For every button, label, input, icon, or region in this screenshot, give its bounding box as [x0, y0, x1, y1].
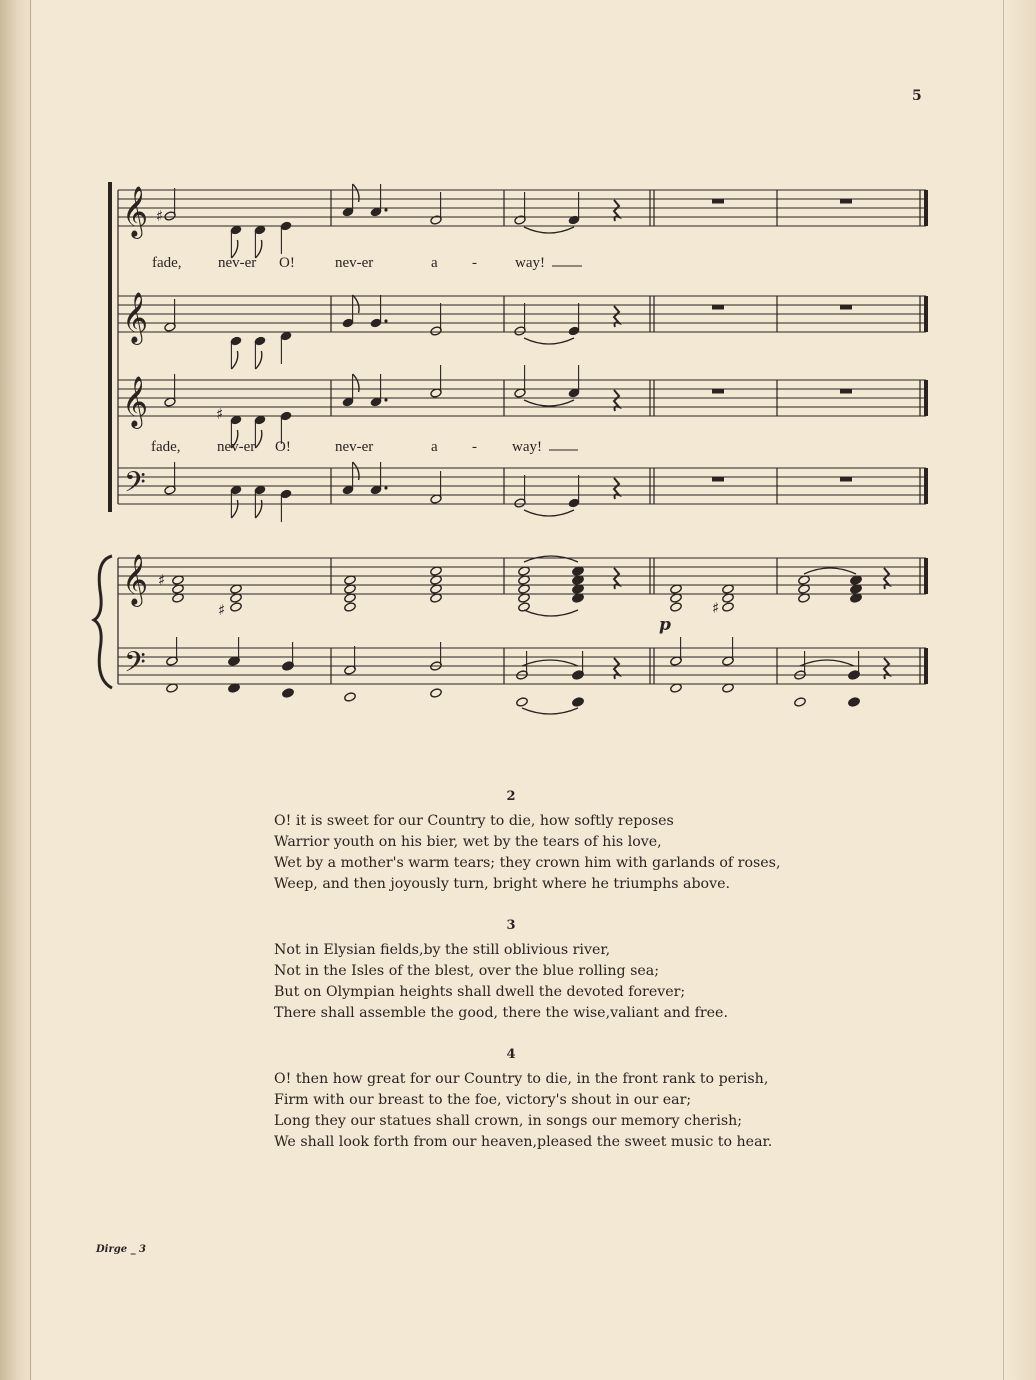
verse-line: Long they our statues shall crown, in songs our memory cherish; — [274, 1113, 743, 1129]
whole-rest-icon — [840, 199, 852, 204]
lyrics-upper — [152, 255, 582, 271]
treble-clef-icon: 𝄞 — [122, 292, 149, 343]
quarter-rest-icon — [614, 390, 619, 411]
chord-note — [722, 602, 735, 612]
lyric-syllable: way! — [512, 439, 542, 455]
lyric-syllable: nev-er — [335, 439, 374, 455]
footer-title: Dirge _ 3 — [96, 1244, 147, 1255]
bass-clef-icon: 𝄢 — [124, 466, 146, 506]
note-flag — [231, 351, 237, 369]
dynamic-piano-mark: p — [659, 615, 671, 635]
tie — [524, 556, 578, 562]
verse-number: 3 — [506, 918, 516, 933]
note-dot — [384, 208, 387, 211]
sharp-icon: ♯ — [156, 207, 164, 225]
verse-line: Firm with our breast to the foe, victory's shout in our ear; — [274, 1092, 692, 1108]
verse-line: O! it is sweet for our Country to die, how softly reposes — [274, 813, 674, 829]
whole-rest-icon — [840, 477, 852, 482]
sharp-icon: ♯ — [216, 405, 224, 423]
quarter-rest-icon — [884, 658, 889, 679]
verses-block — [274, 786, 914, 1173]
quarter-rest-icon — [884, 568, 889, 589]
verse-line: Wet by a mother's warm tears; they crown him with garlands of roses, — [274, 855, 781, 871]
verse-line: Not in Elysian fields,by the still oblivious river, — [274, 942, 611, 958]
octave-note — [282, 688, 295, 698]
lyric-syllable: fade, — [151, 439, 181, 455]
note-dot — [384, 398, 387, 401]
quarter-rest-icon — [614, 200, 619, 221]
lyric-syllable: O! — [279, 255, 295, 271]
treble-clef-icon: 𝄞 — [122, 186, 149, 237]
note-dot — [384, 486, 387, 489]
tie — [524, 610, 578, 616]
chord-note — [344, 602, 357, 612]
note-flag — [231, 500, 237, 518]
note-flag — [255, 351, 261, 369]
piano-brace — [94, 556, 112, 688]
sharp-icon: ♯ — [158, 571, 166, 589]
lyric-syllable: way! — [515, 255, 545, 271]
verse-line: Weep, and then joyously turn, bright where he triumphs above. — [274, 876, 731, 892]
whole-rest-icon — [840, 389, 852, 394]
lyric-syllable: a — [431, 255, 438, 271]
note-flag — [255, 240, 261, 258]
bass-clef-icon: 𝄢 — [124, 646, 146, 686]
tie — [800, 660, 854, 666]
octave-note — [516, 697, 529, 707]
verse-line: Warrior youth on his bier, wet by the tears of his love, — [274, 834, 662, 850]
verse-line: We shall look forth from our heaven,pleased the sweet music to hear. — [274, 1134, 773, 1150]
verse-number: 4 — [506, 1047, 516, 1062]
lyric-syllable: - — [472, 255, 477, 271]
lyric-syllable: nev-er — [335, 255, 374, 271]
page-number: 5 — [912, 88, 922, 104]
tie — [522, 708, 578, 714]
octave-note — [572, 697, 585, 707]
whole-rest-icon — [712, 477, 724, 482]
note-flag — [353, 295, 359, 313]
treble-clef-icon: 𝄞 — [122, 376, 149, 427]
verse-line: But on Olympian heights shall dwell the devoted forever; — [274, 984, 686, 1000]
quarter-rest-icon — [614, 568, 619, 589]
treble-clef-icon: 𝄞 — [122, 554, 149, 605]
octave-note — [794, 697, 807, 707]
quarter-rest-icon — [614, 306, 619, 327]
quarter-rest-icon — [614, 478, 619, 499]
whole-rest-icon — [712, 199, 724, 204]
tie — [524, 338, 574, 344]
lyric-syllable: O! — [275, 439, 291, 455]
chord-note — [230, 602, 243, 612]
verse-4 — [274, 1044, 914, 1153]
chord-note — [670, 602, 683, 612]
verse-line: There shall assemble the good, there the wise,valiant and free. — [274, 1005, 728, 1021]
octave-note — [344, 692, 357, 702]
whole-rest-icon — [712, 389, 724, 394]
octave-note — [848, 697, 861, 707]
verse-line: Not in the Isles of the blest, over the blue rolling sea; — [274, 963, 660, 979]
note-flag — [255, 500, 261, 518]
note-dot — [384, 319, 387, 322]
tie — [804, 568, 856, 574]
lyric-syllable: a — [431, 439, 438, 455]
sharp-icon: ♯ — [218, 601, 226, 619]
verse-2 — [274, 786, 914, 895]
lyric-syllable: - — [472, 439, 477, 455]
lyrics-lower — [151, 439, 578, 455]
verse-number: 2 — [506, 789, 516, 804]
tie — [524, 400, 574, 406]
lyric-syllable: nev-er — [217, 439, 256, 455]
whole-rest-icon — [712, 305, 724, 310]
whole-rest-icon — [840, 305, 852, 310]
tie — [524, 227, 574, 233]
lyric-syllable: fade, — [152, 255, 182, 271]
verse-3 — [274, 915, 914, 1024]
sharp-icon: ♯ — [712, 599, 720, 617]
note-flag — [255, 430, 261, 448]
tie — [524, 510, 574, 516]
lyric-syllable: nev-er — [218, 255, 257, 271]
octave-note — [430, 688, 443, 698]
quarter-rest-icon — [614, 658, 619, 679]
tie — [522, 660, 578, 666]
verse-line: O! then how great for our Country to die, in the front rank to perish, — [274, 1071, 769, 1087]
